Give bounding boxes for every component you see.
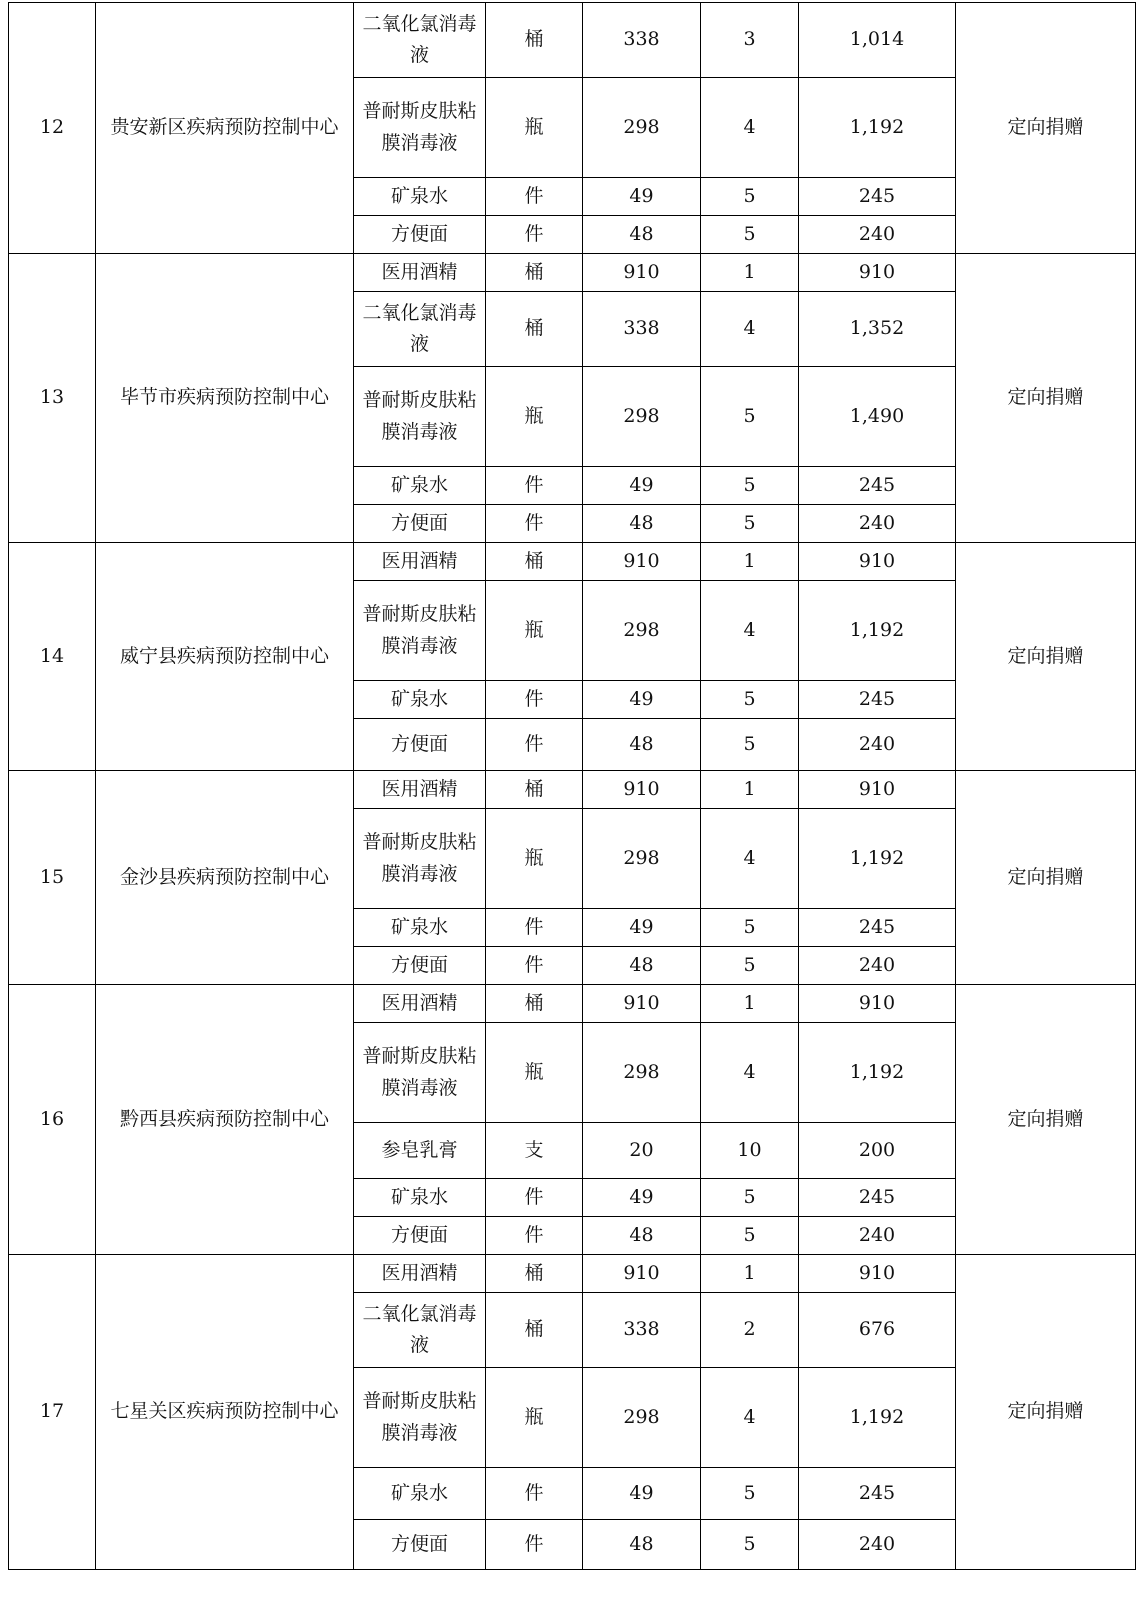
- item-name: 普耐斯皮肤粘膜消毒液: [354, 1368, 486, 1468]
- item-unit: 桶: [486, 1293, 583, 1368]
- item-name: 矿泉水: [354, 467, 486, 505]
- item-unit: 桶: [486, 1255, 583, 1293]
- table-row: [9, 1255, 1136, 1293]
- item-price: 49: [583, 467, 701, 505]
- donation-purpose: 定向捐赠: [956, 1255, 1136, 1570]
- item-unit: 件: [486, 1520, 583, 1570]
- item-unit: 支: [486, 1123, 583, 1179]
- table-row: [9, 771, 1136, 809]
- item-price: 20: [583, 1123, 701, 1179]
- item-name: 普耐斯皮肤粘膜消毒液: [354, 367, 486, 467]
- recipient-org: 七星关区疾病预防控制中心: [96, 1255, 354, 1570]
- item-amount: 240: [799, 216, 956, 254]
- item-amount: 245: [799, 681, 956, 719]
- item-quantity: 1: [701, 254, 799, 292]
- item-price: 48: [583, 1520, 701, 1570]
- item-name: 普耐斯皮肤粘膜消毒液: [354, 809, 486, 909]
- item-amount: 240: [799, 505, 956, 543]
- item-amount: 1,192: [799, 78, 956, 178]
- recipient-org: 金沙县疾病预防控制中心: [96, 771, 354, 985]
- item-amount: 676: [799, 1293, 956, 1368]
- item-name: 医用酒精: [354, 254, 486, 292]
- item-price: 338: [583, 1293, 701, 1368]
- item-unit: 件: [486, 1468, 583, 1520]
- item-amount: 1,192: [799, 1368, 956, 1468]
- item-unit: 桶: [486, 771, 583, 809]
- item-price: 48: [583, 947, 701, 985]
- item-quantity: 4: [701, 78, 799, 178]
- donation-purpose: 定向捐赠: [956, 254, 1136, 543]
- row-number: 14: [9, 543, 96, 771]
- item-unit: 瓶: [486, 78, 583, 178]
- item-amount: 1,014: [799, 3, 956, 78]
- item-quantity: 4: [701, 581, 799, 681]
- row-number: 12: [9, 3, 96, 254]
- item-unit: 件: [486, 178, 583, 216]
- item-name: 二氧化氯消毒液: [354, 1293, 486, 1368]
- item-price: 338: [583, 292, 701, 367]
- item-unit: 件: [486, 505, 583, 543]
- item-name: 方便面: [354, 947, 486, 985]
- item-unit: 件: [486, 909, 583, 947]
- item-unit: 瓶: [486, 1023, 583, 1123]
- item-unit: 件: [486, 1179, 583, 1217]
- item-price: 48: [583, 216, 701, 254]
- item-quantity: 5: [701, 216, 799, 254]
- item-unit: 件: [486, 216, 583, 254]
- item-unit: 件: [486, 467, 583, 505]
- item-amount: 1,192: [799, 581, 956, 681]
- item-name: 普耐斯皮肤粘膜消毒液: [354, 78, 486, 178]
- item-name: 二氧化氯消毒液: [354, 3, 486, 78]
- item-unit: 桶: [486, 254, 583, 292]
- item-quantity: 5: [701, 1217, 799, 1255]
- item-quantity: 5: [701, 1468, 799, 1520]
- item-price: 910: [583, 771, 701, 809]
- item-name: 医用酒精: [354, 985, 486, 1023]
- item-amount: 200: [799, 1123, 956, 1179]
- item-name: 方便面: [354, 505, 486, 543]
- item-amount: 910: [799, 254, 956, 292]
- item-name: 方便面: [354, 1520, 486, 1570]
- item-quantity: 5: [701, 1520, 799, 1570]
- item-amount: 240: [799, 1217, 956, 1255]
- item-quantity: 4: [701, 1023, 799, 1123]
- item-unit: 件: [486, 681, 583, 719]
- item-amount: 910: [799, 771, 956, 809]
- item-name: 医用酒精: [354, 1255, 486, 1293]
- item-quantity: 10: [701, 1123, 799, 1179]
- item-name: 矿泉水: [354, 1468, 486, 1520]
- item-unit: 件: [486, 1217, 583, 1255]
- item-unit: 件: [486, 947, 583, 985]
- item-price: 48: [583, 719, 701, 771]
- item-price: 298: [583, 78, 701, 178]
- item-price: 48: [583, 505, 701, 543]
- item-quantity: 1: [701, 543, 799, 581]
- item-amount: 910: [799, 543, 956, 581]
- item-quantity: 5: [701, 467, 799, 505]
- item-price: 49: [583, 1179, 701, 1217]
- item-price: 49: [583, 1468, 701, 1520]
- item-name: 矿泉水: [354, 681, 486, 719]
- item-price: 338: [583, 3, 701, 78]
- item-name: 医用酒精: [354, 771, 486, 809]
- item-price: 298: [583, 367, 701, 467]
- item-price: 298: [583, 581, 701, 681]
- item-price: 49: [583, 681, 701, 719]
- item-name: 矿泉水: [354, 178, 486, 216]
- item-unit: 桶: [486, 3, 583, 78]
- item-quantity: 1: [701, 1255, 799, 1293]
- row-number: 13: [9, 254, 96, 543]
- item-amount: 245: [799, 178, 956, 216]
- item-amount: 240: [799, 947, 956, 985]
- item-price: 48: [583, 1217, 701, 1255]
- item-amount: 1,192: [799, 1023, 956, 1123]
- item-quantity: 5: [701, 947, 799, 985]
- item-price: 49: [583, 909, 701, 947]
- item-price: 298: [583, 1023, 701, 1123]
- table-row: [9, 3, 1136, 78]
- item-unit: 桶: [486, 985, 583, 1023]
- item-quantity: 5: [701, 367, 799, 467]
- item-price: 298: [583, 809, 701, 909]
- table-row: [9, 985, 1136, 1023]
- item-amount: 245: [799, 909, 956, 947]
- item-amount: 245: [799, 1468, 956, 1520]
- item-price: 910: [583, 1255, 701, 1293]
- table-row: [9, 543, 1136, 581]
- item-amount: 1,490: [799, 367, 956, 467]
- item-quantity: 2: [701, 1293, 799, 1368]
- item-quantity: 5: [701, 909, 799, 947]
- item-name: 方便面: [354, 719, 486, 771]
- item-unit: 桶: [486, 543, 583, 581]
- item-name: 参皂乳膏: [354, 1123, 486, 1179]
- item-name: 普耐斯皮肤粘膜消毒液: [354, 581, 486, 681]
- item-unit: 件: [486, 719, 583, 771]
- item-name: 矿泉水: [354, 1179, 486, 1217]
- item-amount: 245: [799, 467, 956, 505]
- item-quantity: 5: [701, 681, 799, 719]
- item-quantity: 1: [701, 771, 799, 809]
- item-quantity: 4: [701, 292, 799, 367]
- item-quantity: 5: [701, 1179, 799, 1217]
- item-price: 910: [583, 985, 701, 1023]
- item-amount: 240: [799, 1520, 956, 1570]
- item-quantity: 1: [701, 985, 799, 1023]
- donation-purpose: 定向捐赠: [956, 543, 1136, 771]
- item-quantity: 3: [701, 3, 799, 78]
- item-amount: 245: [799, 1179, 956, 1217]
- item-amount: 240: [799, 719, 956, 771]
- table-row: [9, 254, 1136, 292]
- item-name: 医用酒精: [354, 543, 486, 581]
- item-unit: 瓶: [486, 367, 583, 467]
- row-number: 17: [9, 1255, 96, 1570]
- item-quantity: 5: [701, 719, 799, 771]
- item-unit: 桶: [486, 292, 583, 367]
- item-name: 矿泉水: [354, 909, 486, 947]
- row-number: 15: [9, 771, 96, 985]
- item-unit: 瓶: [486, 1368, 583, 1468]
- recipient-org: 黔西县疾病预防控制中心: [96, 985, 354, 1255]
- donation-purpose: 定向捐赠: [956, 985, 1136, 1255]
- item-quantity: 5: [701, 505, 799, 543]
- item-amount: 910: [799, 1255, 956, 1293]
- recipient-org: 威宁县疾病预防控制中心: [96, 543, 354, 771]
- item-quantity: 4: [701, 1368, 799, 1468]
- item-unit: 瓶: [486, 581, 583, 681]
- item-price: 910: [583, 254, 701, 292]
- recipient-org: 贵安新区疾病预防控制中心: [96, 3, 354, 254]
- item-name: 方便面: [354, 216, 486, 254]
- item-name: 方便面: [354, 1217, 486, 1255]
- donation-purpose: 定向捐赠: [956, 3, 1136, 254]
- row-number: 16: [9, 985, 96, 1255]
- item-quantity: 4: [701, 809, 799, 909]
- item-unit: 瓶: [486, 809, 583, 909]
- item-quantity: 5: [701, 178, 799, 216]
- item-name: 二氧化氯消毒液: [354, 292, 486, 367]
- recipient-org: 毕节市疾病预防控制中心: [96, 254, 354, 543]
- item-price: 910: [583, 543, 701, 581]
- item-amount: 910: [799, 985, 956, 1023]
- item-amount: 1,192: [799, 809, 956, 909]
- donation-purpose: 定向捐赠: [956, 771, 1136, 985]
- item-price: 298: [583, 1368, 701, 1468]
- item-amount: 1,352: [799, 292, 956, 367]
- item-price: 49: [583, 178, 701, 216]
- item-name: 普耐斯皮肤粘膜消毒液: [354, 1023, 486, 1123]
- donation-table: [8, 2, 1136, 1570]
